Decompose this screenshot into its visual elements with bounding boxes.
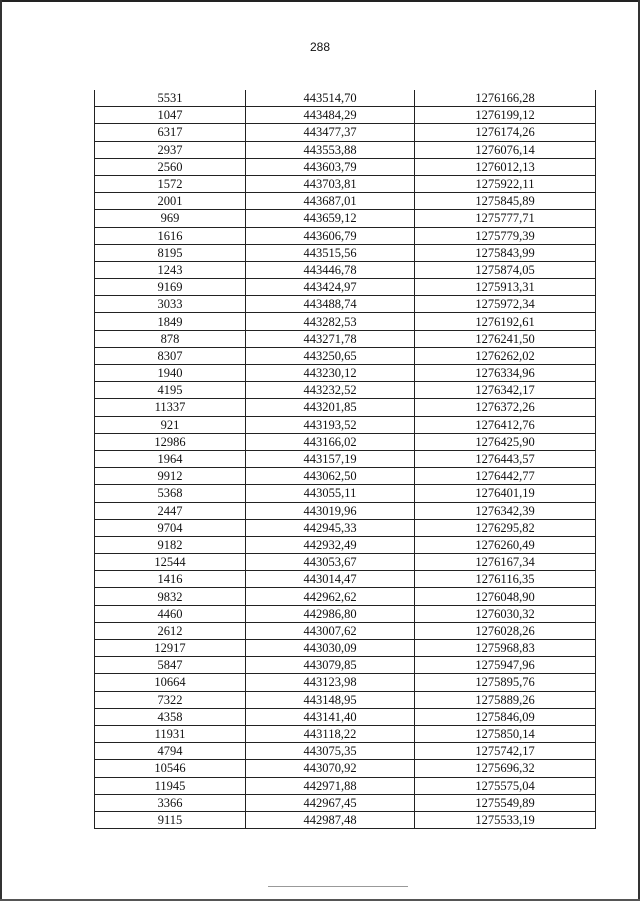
y-coordinate-cell: 1275777,71: [415, 210, 596, 227]
table-top-open-edge: [94, 89, 596, 90]
point-number-cell: 4460: [95, 605, 246, 622]
point-number-cell: 4794: [95, 743, 246, 760]
table-row: [95, 640, 596, 657]
x-coordinate-cell: 443007,62: [246, 622, 415, 639]
table-row: [95, 691, 596, 708]
x-coordinate-cell: 443271,78: [246, 330, 415, 347]
x-coordinate-cell: 442967,45: [246, 794, 415, 811]
table-row: [95, 777, 596, 794]
x-coordinate-cell: 443484,29: [246, 107, 415, 124]
y-coordinate-cell: 1275696,32: [415, 760, 596, 777]
y-coordinate-cell: 1276412,76: [415, 416, 596, 433]
point-number-cell: 9704: [95, 519, 246, 536]
table-row: [95, 399, 596, 416]
table-row: [95, 158, 596, 175]
table-row: [95, 450, 596, 467]
y-coordinate-cell: 1276401,19: [415, 485, 596, 502]
table-row: [95, 244, 596, 261]
point-number-cell: 9169: [95, 279, 246, 296]
table-row: [95, 554, 596, 571]
y-coordinate-cell: 1276199,12: [415, 107, 596, 124]
point-number-cell: 11337: [95, 399, 246, 416]
table-row: [95, 743, 596, 760]
x-coordinate-cell: 443687,01: [246, 193, 415, 210]
x-coordinate-cell: 443148,95: [246, 691, 415, 708]
table-row: [95, 519, 596, 536]
x-coordinate-cell: 443514,70: [246, 90, 415, 107]
point-number-cell: 4195: [95, 382, 246, 399]
y-coordinate-cell: 1275850,14: [415, 725, 596, 742]
point-number-cell: 969: [95, 210, 246, 227]
x-coordinate-cell: 443070,92: [246, 760, 415, 777]
x-coordinate-cell: 443079,85: [246, 657, 415, 674]
y-coordinate-cell: 1276166,28: [415, 90, 596, 107]
x-coordinate-cell: 443030,09: [246, 640, 415, 657]
x-coordinate-cell: 442932,49: [246, 536, 415, 553]
table-row: [95, 571, 596, 588]
y-coordinate-cell: 1275889,26: [415, 691, 596, 708]
bottom-rule: [268, 886, 408, 887]
point-number-cell: 5531: [95, 90, 246, 107]
point-number-cell: 1572: [95, 175, 246, 192]
point-number-cell: 9832: [95, 588, 246, 605]
y-coordinate-cell: 1276334,96: [415, 365, 596, 382]
point-number-cell: 2937: [95, 141, 246, 158]
x-coordinate-cell: 443141,40: [246, 708, 415, 725]
table-row: [95, 657, 596, 674]
x-coordinate-cell: 443123,98: [246, 674, 415, 691]
y-coordinate-cell: 1276442,77: [415, 468, 596, 485]
x-coordinate-cell: 442962,62: [246, 588, 415, 605]
point-number-cell: 878: [95, 330, 246, 347]
table-row: [95, 674, 596, 691]
point-number-cell: 9182: [95, 536, 246, 553]
y-coordinate-cell: 1276192,61: [415, 313, 596, 330]
table-row: [95, 330, 596, 347]
table-row: [95, 760, 596, 777]
x-coordinate-cell: 443282,53: [246, 313, 415, 330]
table-row: [95, 124, 596, 141]
x-coordinate-cell: 443553,88: [246, 141, 415, 158]
y-coordinate-cell: 1276295,82: [415, 519, 596, 536]
y-coordinate-cell: 1275913,31: [415, 279, 596, 296]
point-number-cell: 1849: [95, 313, 246, 330]
x-coordinate-cell: 443019,96: [246, 502, 415, 519]
table-row: [95, 107, 596, 124]
x-coordinate-cell: 443166,02: [246, 433, 415, 450]
x-coordinate-cell: 443118,22: [246, 725, 415, 742]
y-coordinate-cell: 1276174,26: [415, 124, 596, 141]
y-coordinate-cell: 1275972,34: [415, 296, 596, 313]
y-coordinate-cell: 1276372,26: [415, 399, 596, 416]
x-coordinate-cell: 443659,12: [246, 210, 415, 227]
x-coordinate-cell: 442987,48: [246, 811, 415, 828]
table-row: [95, 708, 596, 725]
y-coordinate-cell: 1276076,14: [415, 141, 596, 158]
point-number-cell: 921: [95, 416, 246, 433]
y-coordinate-cell: 1276167,34: [415, 554, 596, 571]
table-row: [95, 210, 596, 227]
point-number-cell: 12917: [95, 640, 246, 657]
scan-edge-left: [0, 0, 2, 901]
point-number-cell: 2560: [95, 158, 246, 175]
x-coordinate-cell: 443424,97: [246, 279, 415, 296]
table-row: [95, 175, 596, 192]
table-row: [95, 468, 596, 485]
y-coordinate-cell: 1275549,89: [415, 794, 596, 811]
scan-edge-top: [0, 0, 640, 2]
point-number-cell: 11931: [95, 725, 246, 742]
y-coordinate-cell: 1275779,39: [415, 227, 596, 244]
x-coordinate-cell: 443201,85: [246, 399, 415, 416]
table-row: [95, 279, 596, 296]
point-number-cell: 4358: [95, 708, 246, 725]
y-coordinate-cell: 1276030,32: [415, 605, 596, 622]
table-row: [95, 227, 596, 244]
table-row: [95, 536, 596, 553]
point-number-cell: 3366: [95, 794, 246, 811]
point-number-cell: 7322: [95, 691, 246, 708]
table-row: [95, 433, 596, 450]
x-coordinate-cell: 443062,50: [246, 468, 415, 485]
y-coordinate-cell: 1276241,50: [415, 330, 596, 347]
point-number-cell: 1416: [95, 571, 246, 588]
table-row: [95, 794, 596, 811]
x-coordinate-cell: 442986,80: [246, 605, 415, 622]
coordinates-table: [94, 89, 596, 829]
y-coordinate-cell: 1275845,89: [415, 193, 596, 210]
x-coordinate-cell: 443250,65: [246, 347, 415, 364]
table-row: [95, 622, 596, 639]
y-coordinate-cell: 1276028,26: [415, 622, 596, 639]
table-row: [95, 811, 596, 828]
point-number-cell: 12986: [95, 433, 246, 450]
y-coordinate-cell: 1276443,57: [415, 450, 596, 467]
y-coordinate-cell: 1276342,17: [415, 382, 596, 399]
x-coordinate-cell: 443055,11: [246, 485, 415, 502]
y-coordinate-cell: 1275846,09: [415, 708, 596, 725]
point-number-cell: 9912: [95, 468, 246, 485]
y-coordinate-cell: 1275742,17: [415, 743, 596, 760]
y-coordinate-cell: 1275575,04: [415, 777, 596, 794]
point-number-cell: 2612: [95, 622, 246, 639]
x-coordinate-cell: 443515,56: [246, 244, 415, 261]
x-coordinate-cell: 443230,12: [246, 365, 415, 382]
y-coordinate-cell: 1275947,96: [415, 657, 596, 674]
table-row: [95, 261, 596, 278]
page-number: 288: [309, 40, 331, 54]
table-row: [95, 296, 596, 313]
point-number-cell: 10546: [95, 760, 246, 777]
point-number-cell: 10664: [95, 674, 246, 691]
x-coordinate-cell: 443193,52: [246, 416, 415, 433]
y-coordinate-cell: 1275874,05: [415, 261, 596, 278]
point-number-cell: 8307: [95, 347, 246, 364]
point-number-cell: 1243: [95, 261, 246, 278]
table-row: [95, 605, 596, 622]
point-number-cell: 3033: [95, 296, 246, 313]
point-number-cell: 1940: [95, 365, 246, 382]
y-coordinate-cell: 1276262,02: [415, 347, 596, 364]
point-number-cell: 12544: [95, 554, 246, 571]
x-coordinate-cell: 443488,74: [246, 296, 415, 313]
x-coordinate-cell: 443157,19: [246, 450, 415, 467]
y-coordinate-cell: 1276116,35: [415, 571, 596, 588]
y-coordinate-cell: 1275533,19: [415, 811, 596, 828]
y-coordinate-cell: 1275968,83: [415, 640, 596, 657]
y-coordinate-cell: 1276260,49: [415, 536, 596, 553]
x-coordinate-cell: 443477,37: [246, 124, 415, 141]
point-number-cell: 6317: [95, 124, 246, 141]
table-row: [95, 193, 596, 210]
y-coordinate-cell: 1275922,11: [415, 175, 596, 192]
x-coordinate-cell: 443603,79: [246, 158, 415, 175]
point-number-cell: 11945: [95, 777, 246, 794]
table-row: [95, 502, 596, 519]
table-row: [95, 725, 596, 742]
table-row: [95, 347, 596, 364]
x-coordinate-cell: 443606,79: [246, 227, 415, 244]
table-row: [95, 141, 596, 158]
point-number-cell: 9115: [95, 811, 246, 828]
x-coordinate-cell: 443703,81: [246, 175, 415, 192]
x-coordinate-cell: 442971,88: [246, 777, 415, 794]
table-row: [95, 365, 596, 382]
x-coordinate-cell: 443053,67: [246, 554, 415, 571]
table-row: [95, 313, 596, 330]
x-coordinate-cell: 443446,78: [246, 261, 415, 278]
x-coordinate-cell: 443075,35: [246, 743, 415, 760]
table-row: [95, 485, 596, 502]
point-number-cell: 2447: [95, 502, 246, 519]
y-coordinate-cell: 1276342,39: [415, 502, 596, 519]
point-number-cell: 2001: [95, 193, 246, 210]
point-number-cell: 1047: [95, 107, 246, 124]
point-number-cell: 5368: [95, 485, 246, 502]
point-number-cell: 5847: [95, 657, 246, 674]
x-coordinate-cell: 442945,33: [246, 519, 415, 536]
point-number-cell: 8195: [95, 244, 246, 261]
x-coordinate-cell: 443014,47: [246, 571, 415, 588]
table-row: [95, 588, 596, 605]
table-row: [95, 416, 596, 433]
table-row: [95, 382, 596, 399]
y-coordinate-cell: 1276425,90: [415, 433, 596, 450]
y-coordinate-cell: 1276048,90: [415, 588, 596, 605]
table-row: [95, 90, 596, 107]
point-number-cell: 1964: [95, 450, 246, 467]
x-coordinate-cell: 443232,52: [246, 382, 415, 399]
y-coordinate-cell: 1275843,99: [415, 244, 596, 261]
y-coordinate-cell: 1275895,76: [415, 674, 596, 691]
coordinates-table-body: [95, 90, 596, 829]
point-number-cell: 1616: [95, 227, 246, 244]
y-coordinate-cell: 1276012,13: [415, 158, 596, 175]
